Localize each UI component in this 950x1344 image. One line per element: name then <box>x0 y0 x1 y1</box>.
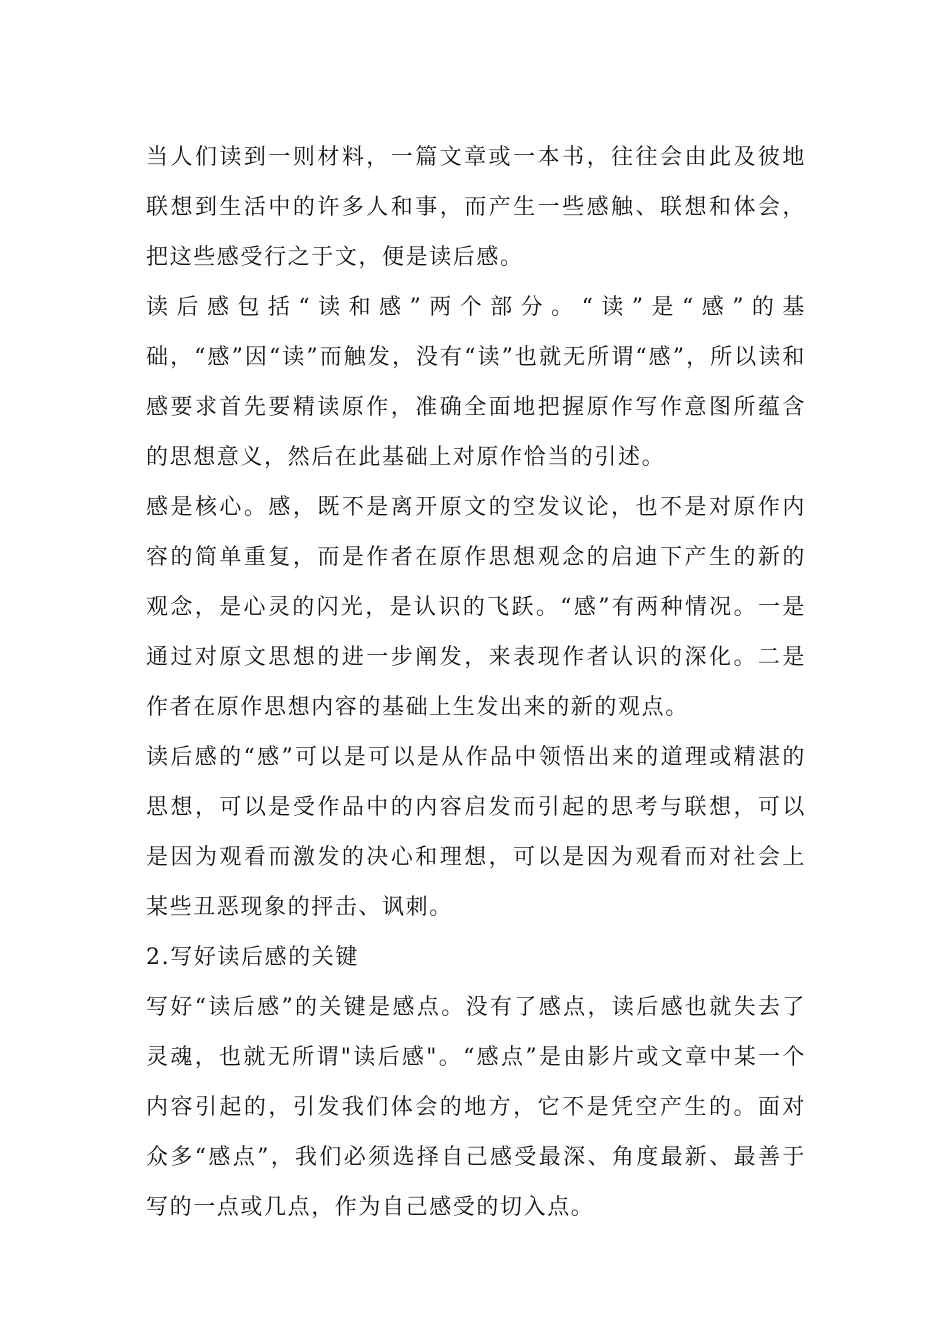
paragraph-definition: 当人们读到一则材料，一篇文章或一本书，往往会由此及彼地联想到生活中的许多人和事，而产生一些感触、联想和体会，把这些感受行之于文，便是读后感。 <box>146 145 806 270</box>
paragraph-reading-and-feeling: 读后感包括“读和感”两个部分。“读”是“感”的基础，“感”因“读”而触发，没有“读”也就无所谓“感”，所以读和感要求首先要精读原作，准确全面地把握原作写作意图所蕴含的思想意义，然后在此基础上对原作恰当的引述。 <box>146 295 806 470</box>
paragraph-feeling-core: 感是核心。感，既不是离开原文的空发议论，也不是对原作内容的简单重复，而是作者在原作思想观念的启迪下产生的新的观念，是心灵的闪光，是认识的飞跃。“感”有两种情况。一是通过对原文思想的进一步阐发，来表现作者认识的深化。二是作者在原作思想内容的基础上生发出来的新的观点。 <box>146 495 806 720</box>
paragraph-feeling-types: 读后感的“感”可以是可以是从作品中领悟出来的道理或精湛的思想，可以是受作品中的内容启发而引起的思考与联想，可以是因为观看而激发的决心和理想，可以是因为观看而对社会上某些丑恶现象的抨击、讽刺。 <box>146 745 806 920</box>
section-heading: 2.写好读后感的关键 <box>146 945 359 970</box>
paragraph-key-point: 写好“读后感”的关键是感点。没有了感点，读后感也就失去了灵魂，也就无所谓"读后感"。“感点”是由影片或文章中某一个内容引起的，引发我们体会的地方，它不是凭空产生的。面对众多“感点”，我们必须选择自己感受最深、角度最新、最善于写的一点或几点，作为自己感受的切入点。 <box>146 995 806 1220</box>
document-body <box>146 133 806 1233</box>
